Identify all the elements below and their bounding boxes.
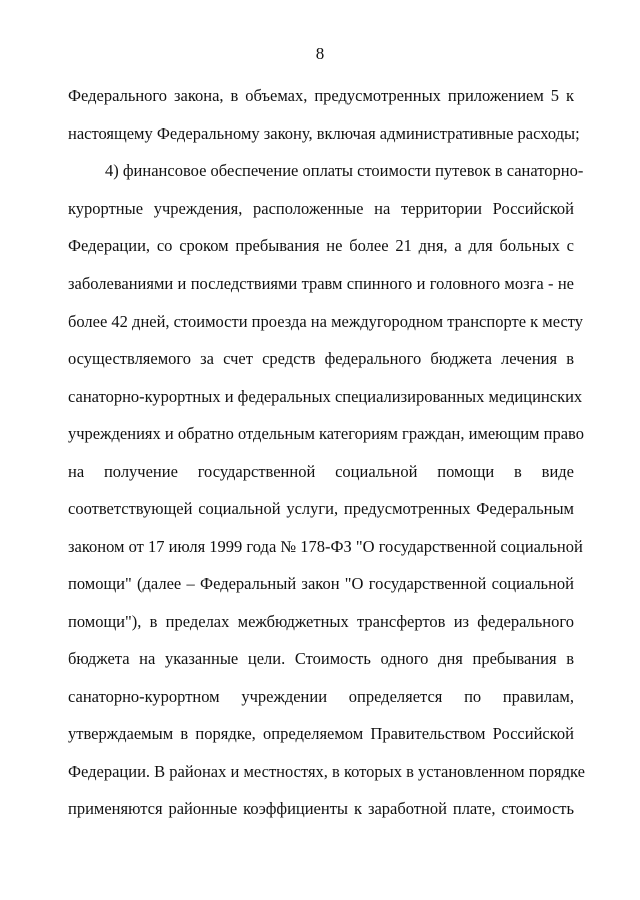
text-line: санаторно-курортном учреждении определяется по правилам, <box>68 687 574 706</box>
text-line: соответствующей социальной услуги, предусмотренных Федеральным <box>68 499 574 518</box>
text-line: курортные учреждения, расположенные на территории Российской <box>68 199 574 218</box>
text-line: помощи" (далее – Федеральный закон "О государственной социальной <box>68 574 574 593</box>
text-line: более 42 дней, стоимости проезда на междугородном транспорте к месту <box>68 312 584 331</box>
text-line: настоящему Федеральному закону, включая административные расходы; <box>68 124 580 143</box>
text-line: Федерации, со сроком пребывания не более 21 дня, а для больных с <box>68 236 574 255</box>
text-line: заболеваниями и последствиями травм спинного и головного мозга - не <box>68 274 574 293</box>
text-line: законом от 17 июля 1999 года № 178-ФЗ "О государственной социальной <box>68 537 583 556</box>
text-line: санаторно-курортных и федеральных специализированных медицинских <box>68 387 583 406</box>
paragraph-start-line: 4) финансовое обеспечение оплаты стоимости путевок в санаторно- <box>105 161 584 180</box>
text-line: бюджета на указанные цели. Стоимость одного дня пребывания в <box>68 649 574 668</box>
text-line: применяются районные коэффициенты к заработной плате, стоимость <box>68 799 574 818</box>
text-line: утверждаемым в порядке, определяемом Правительством Российской <box>68 724 574 743</box>
text-line: Федерации. В районах и местностях, в которых в установленном порядке <box>68 762 585 781</box>
text-line: осуществляемого за счет средств федерального бюджета лечения в <box>68 349 574 368</box>
page-number: 8 <box>315 44 325 63</box>
text-line: учреждениях и обратно отдельным категориям граждан, имеющим право <box>68 424 584 443</box>
text-line: Федерального закона, в объемах, предусмотренных приложением 5 к <box>68 86 574 105</box>
text-line: помощи"), в пределах межбюджетных трансфертов из федерального <box>68 612 574 631</box>
text-line: на получение государственной социальной помощи в виде <box>68 462 574 481</box>
